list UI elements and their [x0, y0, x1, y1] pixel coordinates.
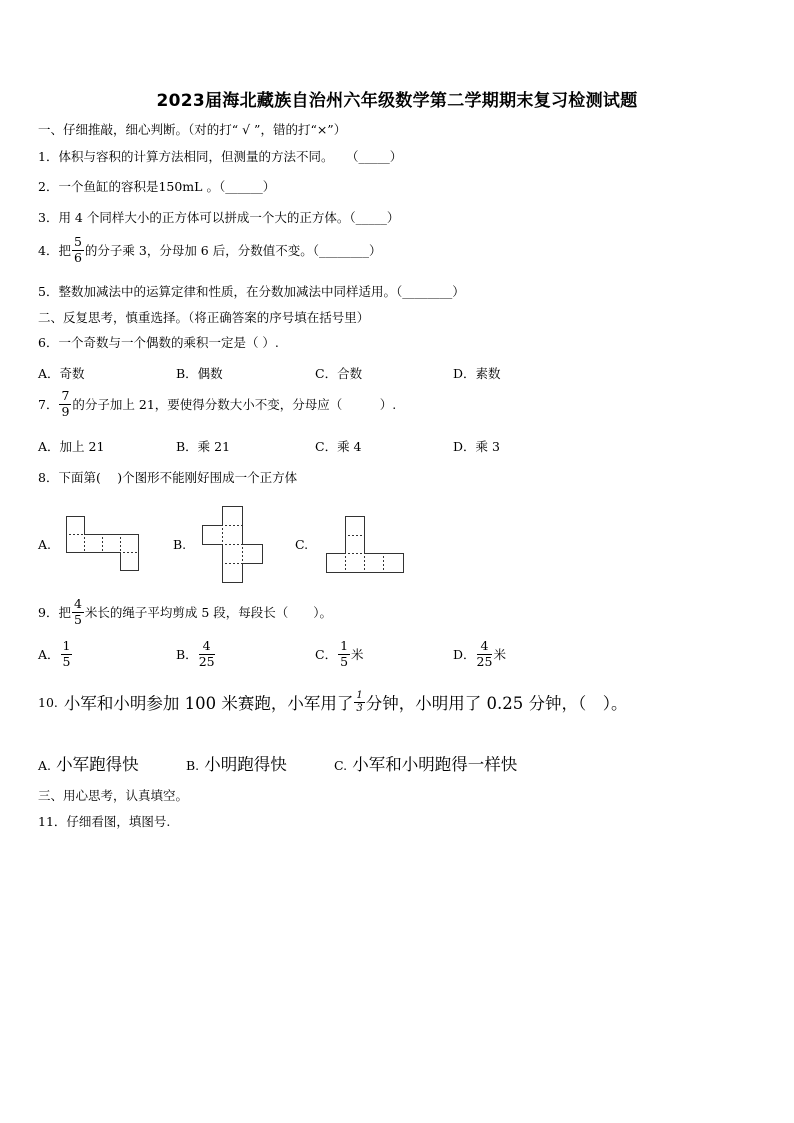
question-4-suffix: 的分子乘 3，分母加 6 后，分数值不变。（________） [84, 243, 382, 258]
option-text: 小明跑得快 [204, 755, 287, 774]
q9-option-a [38, 640, 73, 668]
option-label: C. [334, 758, 348, 773]
q9-option-d [453, 640, 506, 668]
option-unit: 米 [493, 647, 506, 662]
option-fraction [61, 640, 73, 668]
question-4 [38, 236, 381, 264]
q10-option-b [186, 751, 287, 775]
question-9-fraction [72, 598, 84, 626]
q7-option-c: C．乘 4 [315, 439, 362, 454]
option-label: B． [176, 647, 198, 662]
question-9-prefix: 9．把 [38, 605, 71, 620]
question-8: 8．下面第( )个图形不能刚好围成一个正方体 [38, 470, 298, 485]
option-fraction [477, 640, 493, 668]
q8-option-b-label: B. [173, 537, 187, 552]
question-10 [38, 690, 627, 714]
cube-net-b-figure [200, 504, 268, 586]
question-7 [38, 390, 396, 418]
fraction-numerator: 4 [477, 640, 493, 655]
option-text: 小军跑得快 [56, 755, 139, 774]
fraction-numerator: 5 [73, 234, 82, 249]
question-10-fraction [354, 691, 364, 714]
q6-option-a: A．奇数 [38, 366, 85, 381]
fraction-denominator: 6 [73, 249, 82, 265]
fraction-numerator: 4 [73, 596, 82, 611]
page-title: 2023届海北藏族自治州六年级数学第二学期期末复习检测试题 [156, 91, 638, 111]
option-label: A． [38, 647, 60, 662]
option-label: A. [38, 758, 52, 773]
question-10-prefix: 小军和小明参加 100 米赛跑，小军用了 [63, 694, 354, 713]
question-7-prefix: 7． [38, 397, 59, 412]
section-3-heading: 三、用心思考，认真填空。 [38, 788, 189, 803]
fraction-denominator: 5 [62, 653, 71, 669]
option-label: B. [186, 758, 200, 773]
fraction-denominator: 3 [356, 702, 363, 714]
q10-option-c [334, 751, 517, 775]
fraction-denominator: 25 [198, 653, 215, 669]
fraction-numerator: 1 [340, 638, 349, 653]
fraction-numerator: 1 [62, 638, 71, 653]
option-fraction [338, 640, 350, 668]
fraction-numerator: 7 [61, 388, 70, 403]
q10-option-a [38, 751, 139, 775]
question-5: 5．整数加减法中的运算定律和性质，在分数加减法中同样适用。（________） [38, 284, 465, 299]
question-4-fraction [72, 236, 84, 264]
fraction-denominator: 9 [61, 403, 70, 419]
option-text: 小军和小明跑得一样快 [352, 755, 518, 774]
option-fraction [199, 640, 215, 668]
fraction-denominator: 25 [476, 653, 493, 669]
question-11: 11．仔细看图，填图号. [38, 814, 171, 829]
section-2-heading: 二、反复思考，慎重选择。（将正确答案的序号填在括号里） [38, 310, 370, 325]
question-10-number: 10. [38, 694, 58, 710]
option-label: D． [453, 647, 476, 662]
question-7-fraction [59, 390, 71, 418]
cube-net-a-figure [64, 513, 144, 575]
question-3: 3．用 4 个同样大小的正方体可以拼成一个大的正方体。（_____） [38, 210, 400, 225]
question-6: 6．一个奇数与一个偶数的乘积一定是（ ）. [38, 335, 279, 350]
cube-net-c-figure [324, 514, 408, 576]
q6-option-d: D．素数 [453, 366, 501, 381]
q6-option-b: B．偶数 [176, 366, 223, 381]
question-9 [38, 598, 332, 626]
q9-option-b [176, 640, 216, 668]
fraction-denominator: 5 [340, 653, 349, 669]
fraction-numerator: 4 [199, 640, 215, 655]
question-4-prefix: 4．把 [38, 243, 71, 258]
question-2: 2．一个鱼缸的容积是150mL 。（______） [38, 179, 276, 194]
section-1-heading: 一、仔细推敲，细心判断。（对的打“ √ ”，错的打“×”） [38, 122, 347, 137]
option-label: C． [315, 647, 338, 662]
q9-option-c [315, 640, 364, 668]
question-9-suffix: 米长的绳子平均剪成 5 段，每段长（ ）。 [84, 605, 333, 620]
fraction-denominator: 5 [73, 611, 82, 627]
q7-option-a: A．加上 21 [38, 439, 105, 454]
question-1: 1．体积与容积的计算方法相同，但测量的方法不同。 （_____） [38, 149, 403, 164]
question-10-suffix: 分钟，小明用了 0.25 分钟，（ ）。 [365, 694, 628, 713]
option-unit: 米 [351, 647, 364, 662]
q6-option-c: C．合数 [315, 366, 363, 381]
q7-option-d: D．乘 3 [453, 439, 500, 454]
fraction-numerator: 1 [356, 689, 363, 701]
q8-option-a-label: A. [38, 537, 52, 552]
question-7-suffix: 的分子加上 21，要使得分数大小不变，分母应（ ）. [72, 397, 397, 412]
q8-option-c-label: C. [295, 537, 309, 552]
q7-option-b: B．乘 21 [176, 439, 231, 454]
